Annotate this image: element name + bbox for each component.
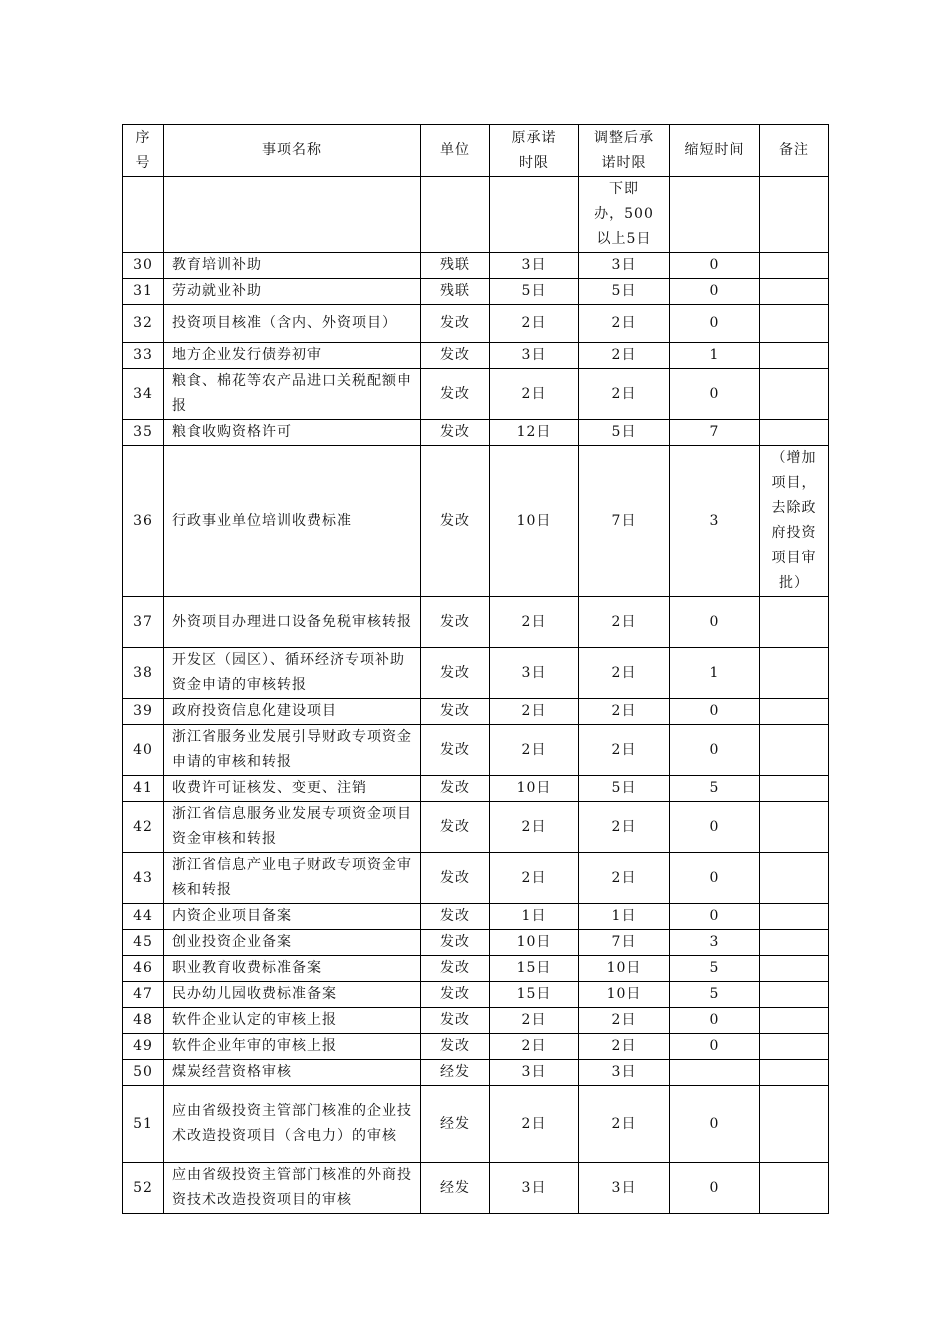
- cell-seq: 32: [123, 305, 164, 343]
- cell-seq: 51: [123, 1086, 164, 1163]
- cell-seq: 34: [123, 369, 164, 420]
- cell-seq: 33: [123, 343, 164, 369]
- cell-unit: 发改: [421, 1034, 490, 1060]
- cell-name: 收费许可证核发、变更、注销: [164, 776, 421, 802]
- cell-orig: 5日: [490, 279, 579, 305]
- cell-remark: [760, 776, 829, 802]
- table-row: [123, 343, 829, 369]
- cell-adj: 2日: [579, 1086, 670, 1163]
- cell-shortened: 1: [670, 648, 760, 699]
- cell-orig: 10日: [490, 930, 579, 956]
- cell-remark: [760, 1008, 829, 1034]
- cell-shortened: 0: [670, 725, 760, 776]
- cell-name: 行政事业单位培训收费标准: [164, 446, 421, 597]
- cell-orig: 15日: [490, 982, 579, 1008]
- header-name: 事项名称: [164, 125, 421, 177]
- cell-seq: 38: [123, 648, 164, 699]
- cell-remark: [760, 982, 829, 1008]
- cell-unit: 发改: [421, 853, 490, 904]
- cell-shortened: [670, 1060, 760, 1086]
- cell-remark: [760, 930, 829, 956]
- cell-adj: 2日: [579, 369, 670, 420]
- table-row: [123, 369, 829, 420]
- cell-orig: 2日: [490, 597, 579, 648]
- cell-remark: [760, 177, 829, 253]
- cell-remark: [760, 1034, 829, 1060]
- cell-adj: 5日: [579, 420, 670, 446]
- cell-adj: 3日: [579, 1060, 670, 1086]
- cell-adj: 下即 办，500 以上5日: [579, 177, 670, 253]
- cell-name: 浙江省服务业发展引导财政专项资金申请的审核和转报: [164, 725, 421, 776]
- cell-unit: 残联: [421, 279, 490, 305]
- cell-remark: [760, 1060, 829, 1086]
- cell-adj: 2日: [579, 1008, 670, 1034]
- cell-name: 应由省级投资主管部门核准的企业技术改造投资项目（含电力）的审核: [164, 1086, 421, 1163]
- cell-adj: 2日: [579, 699, 670, 725]
- cell-seq: 30: [123, 253, 164, 279]
- cell-remark: [760, 279, 829, 305]
- cell-unit: 发改: [421, 699, 490, 725]
- cell-remark: [760, 369, 829, 420]
- cell-unit: [421, 177, 490, 253]
- cell-seq: 39: [123, 699, 164, 725]
- cell-name: 应由省级投资主管部门核准的外商投资技术改造投资项目的审核: [164, 1163, 421, 1214]
- cell-name: 创业投资企业备案: [164, 930, 421, 956]
- cell-seq: 47: [123, 982, 164, 1008]
- cell-remark: [760, 343, 829, 369]
- cell-adj: 2日: [579, 597, 670, 648]
- table-row: [123, 776, 829, 802]
- cell-adj: 10日: [579, 956, 670, 982]
- cell-seq: 37: [123, 597, 164, 648]
- cell-orig: 10日: [490, 446, 579, 597]
- cell-adj: 2日: [579, 305, 670, 343]
- table-row: [123, 853, 829, 904]
- table-row: [123, 904, 829, 930]
- cell-name: 内资企业项目备案: [164, 904, 421, 930]
- cell-name: 投资项目核准（含内、外资项目）: [164, 305, 421, 343]
- cell-shortened: 1: [670, 343, 760, 369]
- header-shortened: 缩短时间: [670, 125, 760, 177]
- cell-name: 浙江省信息产业电子财政专项资金审核和转报: [164, 853, 421, 904]
- cell-adj: 2日: [579, 343, 670, 369]
- cell-remark: [760, 420, 829, 446]
- cell-name: 职业教育收费标准备案: [164, 956, 421, 982]
- table-row: [123, 699, 829, 725]
- cell-seq: 48: [123, 1008, 164, 1034]
- cell-shortened: 0: [670, 305, 760, 343]
- table-row: [123, 1008, 829, 1034]
- cell-unit: 发改: [421, 420, 490, 446]
- cell-shortened: 0: [670, 1008, 760, 1034]
- table-row: [123, 420, 829, 446]
- table-row: [123, 305, 829, 343]
- cell-name: 民办幼儿园收费标准备案: [164, 982, 421, 1008]
- cell-unit: 发改: [421, 648, 490, 699]
- header-remark: 备注: [760, 125, 829, 177]
- cell-remark: [760, 253, 829, 279]
- cell-seq: 46: [123, 956, 164, 982]
- cell-shortened: 0: [670, 1086, 760, 1163]
- header-seq: 序 号: [123, 125, 164, 177]
- cell-orig: 2日: [490, 1008, 579, 1034]
- cell-seq: 45: [123, 930, 164, 956]
- cell-shortened: 0: [670, 253, 760, 279]
- header-adj: 调整后承 诺时限: [579, 125, 670, 177]
- cell-orig: 2日: [490, 369, 579, 420]
- cell-shortened: 0: [670, 699, 760, 725]
- cell-shortened: 0: [670, 802, 760, 853]
- cell-name: 浙江省信息服务业发展专项资金项目资金审核和转报: [164, 802, 421, 853]
- table-row: [123, 446, 829, 597]
- table-row: [123, 648, 829, 699]
- cell-seq: 50: [123, 1060, 164, 1086]
- table-row: [123, 1086, 829, 1163]
- cell-adj: 5日: [579, 776, 670, 802]
- cell-unit: 发改: [421, 982, 490, 1008]
- cell-shortened: 5: [670, 956, 760, 982]
- cell-remark: [760, 597, 829, 648]
- cell-shortened: 3: [670, 930, 760, 956]
- cell-shortened: 0: [670, 369, 760, 420]
- cell-unit: 发改: [421, 1008, 490, 1034]
- cell-unit: 发改: [421, 930, 490, 956]
- cell-orig: 3日: [490, 648, 579, 699]
- cell-adj: 1日: [579, 904, 670, 930]
- cell-remark: [760, 305, 829, 343]
- cell-name: 外资项目办理进口设备免税审核转报: [164, 597, 421, 648]
- cell-shortened: 0: [670, 1163, 760, 1214]
- cell-remark: [760, 853, 829, 904]
- cell-unit: 发改: [421, 446, 490, 597]
- cell-seq: 52: [123, 1163, 164, 1214]
- cell-remark: [760, 956, 829, 982]
- cell-seq: 36: [123, 446, 164, 597]
- cell-seq: [123, 177, 164, 253]
- table-row: [123, 930, 829, 956]
- cell-unit: 发改: [421, 956, 490, 982]
- cell-seq: 35: [123, 420, 164, 446]
- cell-unit: 经发: [421, 1163, 490, 1214]
- cell-orig: 3日: [490, 1060, 579, 1086]
- cell-seq: 49: [123, 1034, 164, 1060]
- cell-name: 开发区（园区）、循环经济专项补助资金申请的审核转报: [164, 648, 421, 699]
- cell-name: 粮食收购资格许可: [164, 420, 421, 446]
- cell-shortened: 0: [670, 597, 760, 648]
- cell-shortened: 0: [670, 853, 760, 904]
- cell-adj: 2日: [579, 725, 670, 776]
- cell-orig: 2日: [490, 1086, 579, 1163]
- cell-remark: （增加 项目， 去除政 府投资 项目审 批）: [760, 446, 829, 597]
- cell-unit: 发改: [421, 597, 490, 648]
- cell-name: 软件企业认定的审核上报: [164, 1008, 421, 1034]
- cell-remark: [760, 699, 829, 725]
- cell-remark: [760, 1163, 829, 1214]
- cell-orig: 3日: [490, 343, 579, 369]
- cell-name: 地方企业发行债券初审: [164, 343, 421, 369]
- cell-name: 煤炭经营资格审核: [164, 1060, 421, 1086]
- table-row: [123, 597, 829, 648]
- cell-shortened: 0: [670, 1034, 760, 1060]
- cell-unit: 发改: [421, 802, 490, 853]
- cell-orig: 2日: [490, 305, 579, 343]
- cell-adj: 10日: [579, 982, 670, 1008]
- cell-shortened: [670, 177, 760, 253]
- cell-seq: 31: [123, 279, 164, 305]
- cell-adj: 7日: [579, 446, 670, 597]
- cell-shortened: 5: [670, 982, 760, 1008]
- cell-name: 粮食、棉花等农产品进口关税配额申报: [164, 369, 421, 420]
- cell-remark: [760, 1086, 829, 1163]
- cell-unit: 残联: [421, 253, 490, 279]
- cell-unit: 发改: [421, 369, 490, 420]
- cell-orig: 15日: [490, 956, 579, 982]
- table-row: [123, 253, 829, 279]
- cell-orig: 10日: [490, 776, 579, 802]
- table-row: [123, 1163, 829, 1214]
- table-row: [123, 1034, 829, 1060]
- cell-remark: [760, 802, 829, 853]
- cell-seq: 44: [123, 904, 164, 930]
- cell-adj: 3日: [579, 253, 670, 279]
- cell-unit: 经发: [421, 1060, 490, 1086]
- cell-name: 教育培训补助: [164, 253, 421, 279]
- cell-adj: 2日: [579, 853, 670, 904]
- table-row: [123, 725, 829, 776]
- cell-unit: 经发: [421, 1086, 490, 1163]
- cell-shortened: 3: [670, 446, 760, 597]
- cell-orig: 3日: [490, 1163, 579, 1214]
- table-row: [123, 279, 829, 305]
- cell-unit: 发改: [421, 343, 490, 369]
- cell-remark: [760, 904, 829, 930]
- cell-adj: 3日: [579, 1163, 670, 1214]
- table-row: [123, 982, 829, 1008]
- cell-remark: [760, 648, 829, 699]
- cell-seq: 42: [123, 802, 164, 853]
- cell-seq: 40: [123, 725, 164, 776]
- cell-name: 政府投资信息化建设项目: [164, 699, 421, 725]
- cell-seq: 43: [123, 853, 164, 904]
- cell-orig: 2日: [490, 725, 579, 776]
- cell-orig: 2日: [490, 802, 579, 853]
- cell-shortened: 7: [670, 420, 760, 446]
- cell-adj: 5日: [579, 279, 670, 305]
- cell-orig: 2日: [490, 853, 579, 904]
- table-row: [123, 802, 829, 853]
- cell-adj: 2日: [579, 648, 670, 699]
- cell-orig: 2日: [490, 1034, 579, 1060]
- cell-orig: 3日: [490, 253, 579, 279]
- cell-orig: [490, 177, 579, 253]
- header-unit: 单位: [421, 125, 490, 177]
- cell-shortened: 0: [670, 904, 760, 930]
- cell-unit: 发改: [421, 725, 490, 776]
- table-row: [123, 177, 829, 253]
- cell-unit: 发改: [421, 904, 490, 930]
- table-row: [123, 956, 829, 982]
- header-row: [123, 125, 829, 177]
- cell-adj: 7日: [579, 930, 670, 956]
- table-row: [123, 1060, 829, 1086]
- cell-adj: 2日: [579, 802, 670, 853]
- cell-name: [164, 177, 421, 253]
- cell-unit: 发改: [421, 305, 490, 343]
- cell-shortened: 0: [670, 279, 760, 305]
- cell-orig: 2日: [490, 699, 579, 725]
- cell-shortened: 5: [670, 776, 760, 802]
- cell-name: 劳动就业补助: [164, 279, 421, 305]
- cell-orig: 1日: [490, 904, 579, 930]
- cell-adj: 2日: [579, 1034, 670, 1060]
- cell-seq: 41: [123, 776, 164, 802]
- items-table: [122, 124, 829, 1214]
- cell-unit: 发改: [421, 776, 490, 802]
- cell-name: 软件企业年审的审核上报: [164, 1034, 421, 1060]
- header-orig: 原承诺 时限: [490, 125, 579, 177]
- cell-remark: [760, 725, 829, 776]
- cell-orig: 12日: [490, 420, 579, 446]
